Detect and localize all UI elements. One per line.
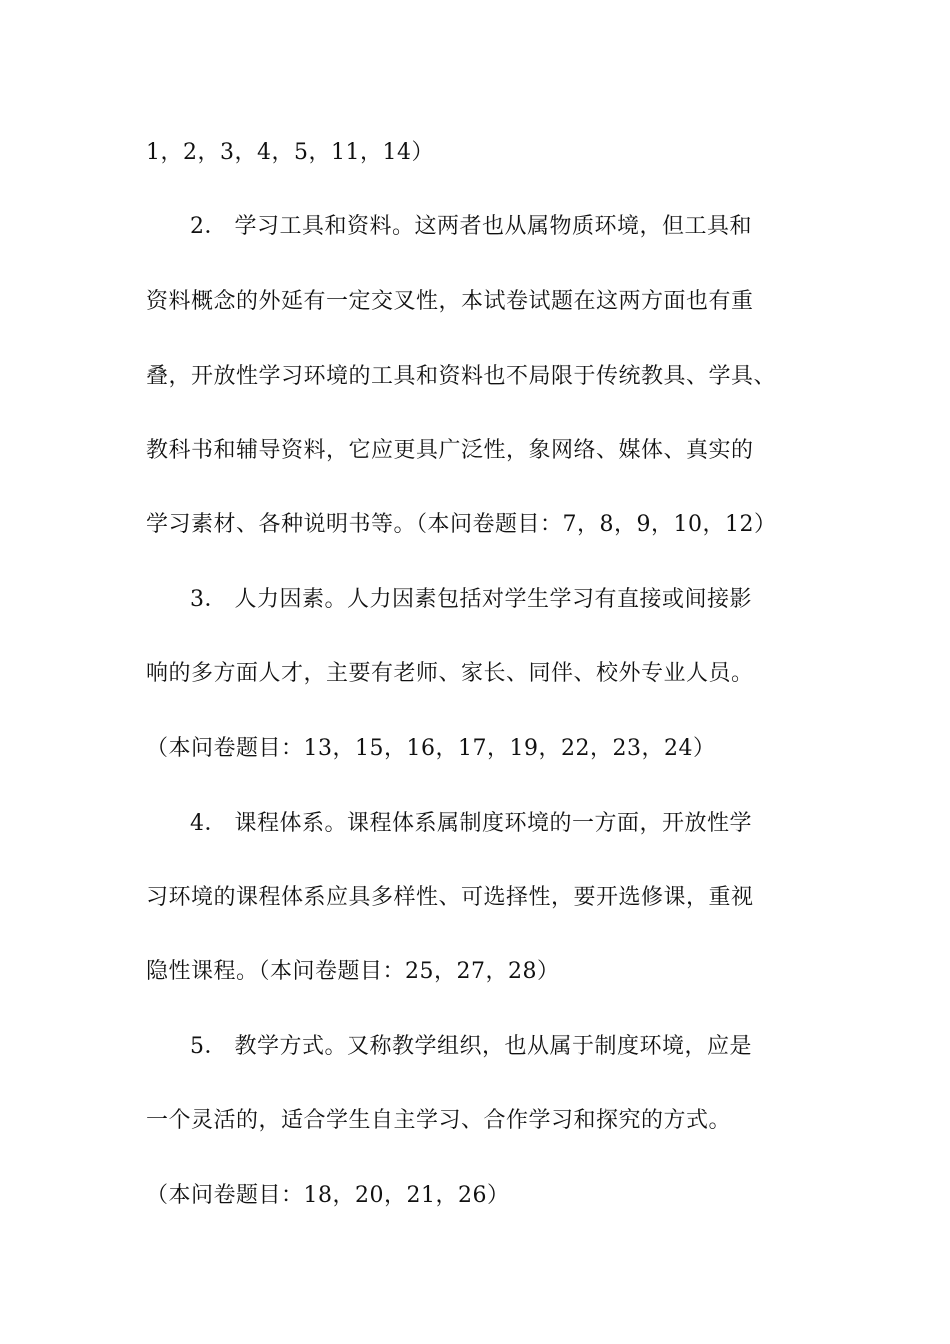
text-line: 1，2，3，4，5，11，14） (146, 140, 434, 165)
text-line: 一个灵活的，适合学生自主学习、合作学习和探究的方式。 (146, 1108, 732, 1133)
text-line: 响的多方面人才，主要有老师、家长、同伴、校外专业人员。 (146, 661, 754, 686)
section-heading-human: 3． 人力因素。人力因素包括对学生学习有直接或间接影 (190, 587, 752, 612)
text-line: 资料概念的外延有一定交叉性，本试卷试题在这两方面也有重 (146, 289, 754, 314)
text-line: （本问卷题目：18，20，21，26） (146, 1183, 510, 1208)
text-line: 习环境的课程体系应具多样性、可选择性，要开选修课，重视 (146, 885, 754, 910)
section-heading-curriculum: 4． 课程体系。课程体系属制度环境的一方面，开放性学 (190, 811, 752, 836)
text-line: 隐性课程。（本问卷题目：25，27，28） (146, 959, 560, 984)
text-line: 叠，开放性学习环境的工具和资料也不局限于传统教具、学具、 (146, 364, 777, 389)
section-heading-tools: 2． 学习工具和资料。这两者也从属物质环境，但工具和 (190, 214, 752, 239)
text-line: 教科书和辅导资料，它应更具广泛性，象网络、媒体、真实的 (146, 438, 754, 463)
text-line: 学习素材、各种说明书等。（本问卷题目：7，8，9，10，12） (146, 512, 777, 537)
section-heading-teaching: 5． 教学方式。又称教学组织，也从属于制度环境，应是 (190, 1034, 752, 1059)
text-line: （本问卷题目：13，15，16，17，19，22，23，24） (146, 736, 716, 761)
